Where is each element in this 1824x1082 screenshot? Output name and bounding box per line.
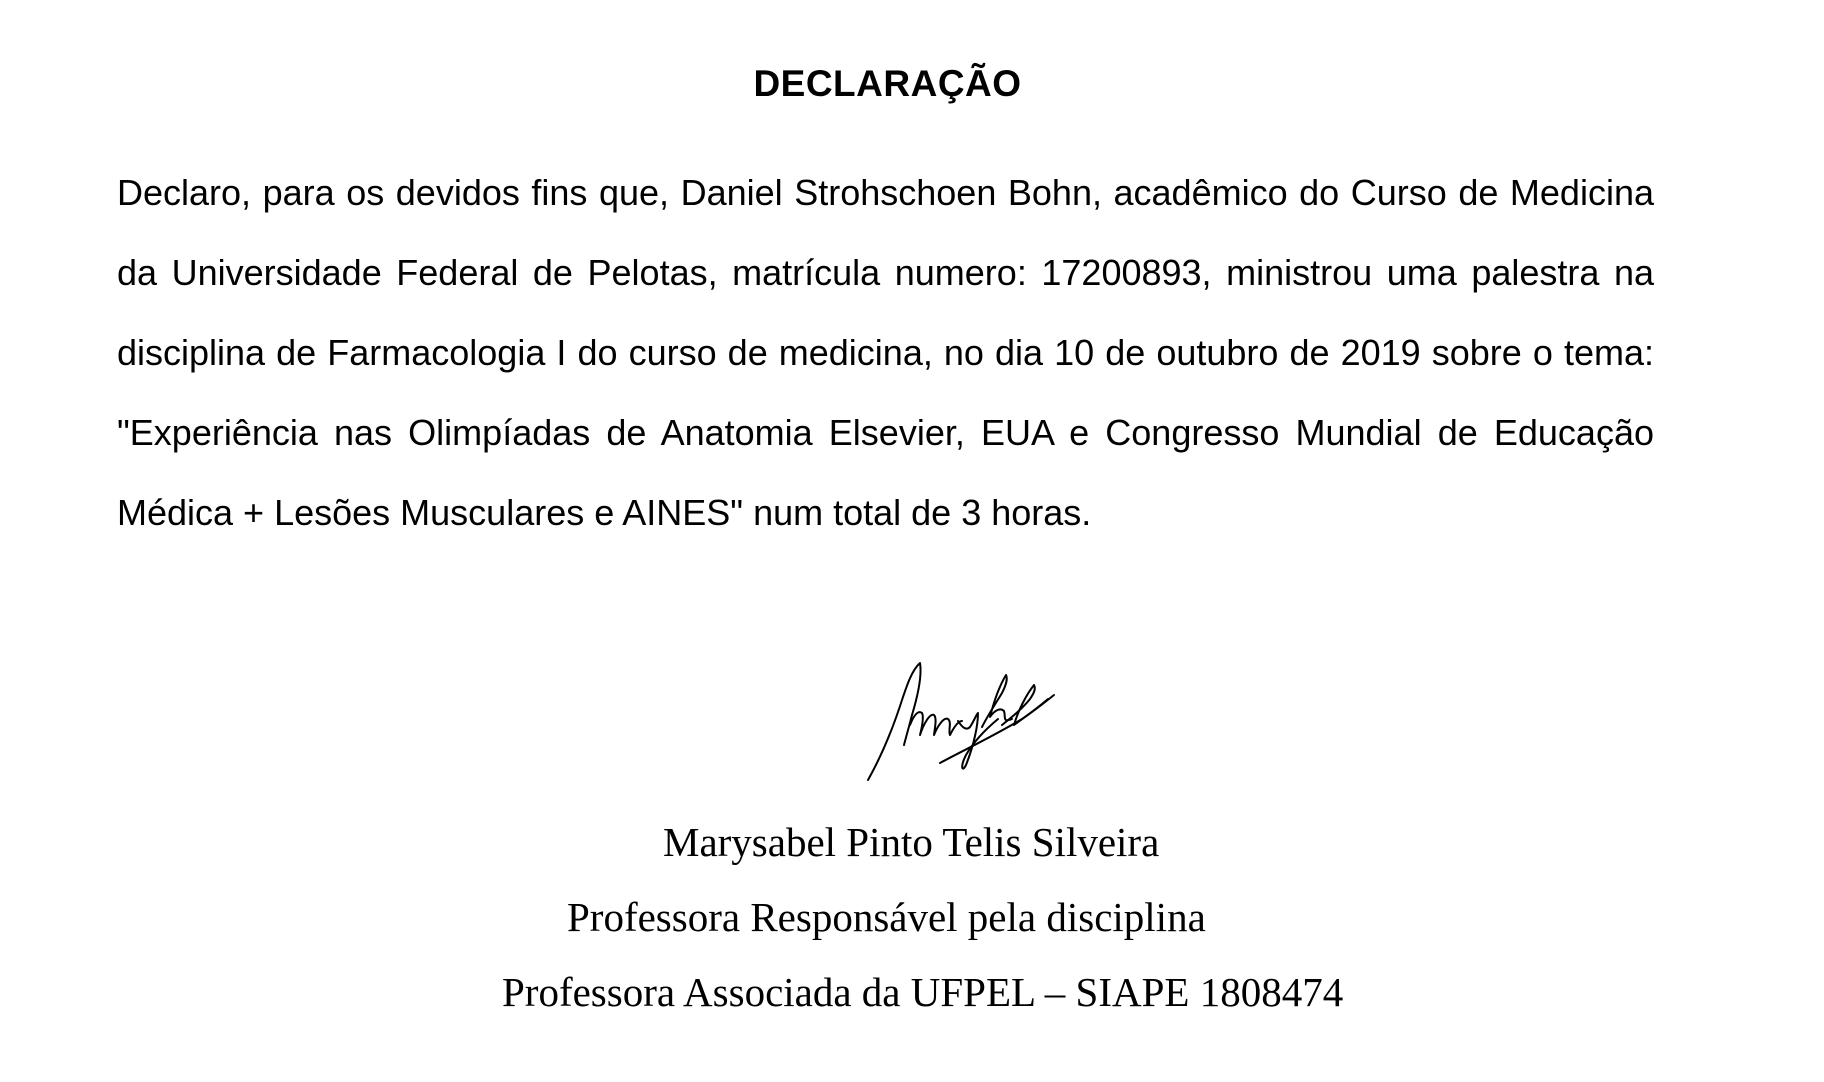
declaration-body: Declaro, para os devidos fins que, Daniel Strohschoen Bohn, acadêmico do Curso de Medicina da Universidade Federal de Pelotas, matrícula numero: 17200893, ministrou uma palestra na disciplina de Farmacologia I do curso de medicina, no dia 10 de outubro de 2019 sobre o tema: "Experiência nas Olimpíadas de Anatomia Elsevier, EUA e Congresso Mundial de Educação Médica + Lesões Musculares e AINES" num total de 3 horas. — [117, 172, 1654, 533]
handwritten-signature — [862, 655, 1062, 785]
signatory-affiliation: Professora Associada da UFPEL – SIAPE 1808474 — [502, 969, 1344, 1015]
signatory-name: Marysabel Pinto Telis Silveira — [663, 819, 1160, 865]
signatory-role: Professora Responsável pela disciplina — [567, 894, 1206, 940]
document-title: DECLARAÇÃO — [753, 63, 1022, 104]
